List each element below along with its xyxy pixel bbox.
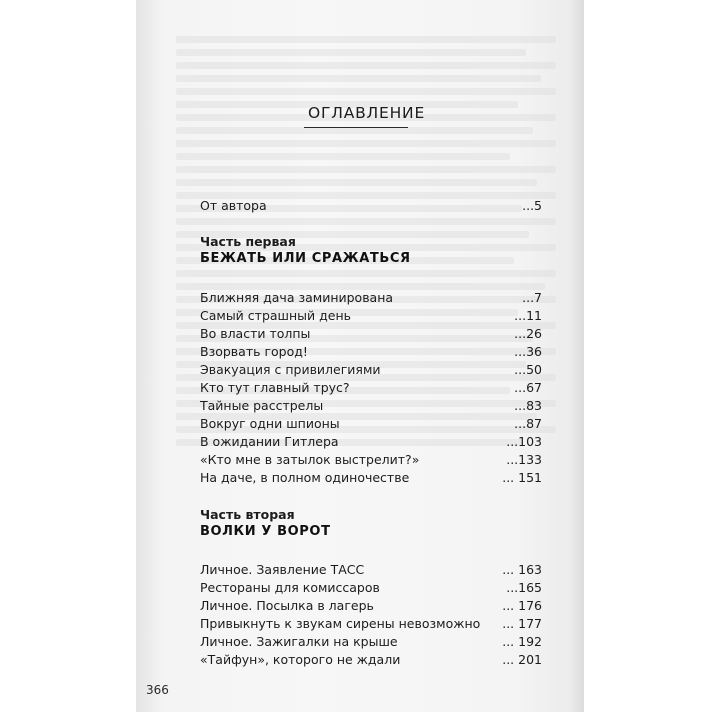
toc-entry-page: ...67 xyxy=(514,380,542,395)
toc-entry-title: Личное. Посылка в лагерь xyxy=(200,598,374,613)
part-1-label: Часть первая xyxy=(200,234,296,249)
toc-entry-title: «Тайфун», которого не ждали xyxy=(200,652,401,667)
toc-entry-title: Кто тут главный трус? xyxy=(200,380,350,395)
toc-entry-title: Во власти толпы xyxy=(200,326,311,341)
toc-entry[interactable] xyxy=(200,397,542,415)
toc-entry[interactable] xyxy=(200,633,542,651)
toc-entry[interactable] xyxy=(200,561,542,579)
toc-entry-page: ... 163 xyxy=(502,562,542,577)
toc-entry[interactable] xyxy=(200,415,542,433)
toc-entry-title: «Кто мне в затылок выстрелит?» xyxy=(200,452,420,467)
toc-entry-page: ...103 xyxy=(506,434,542,449)
toc-entry-title: Эвакуация с привилегиями xyxy=(200,362,381,377)
toc-entry-page: ...26 xyxy=(514,326,542,341)
toc-entry[interactable] xyxy=(200,615,542,633)
toc-entry[interactable] xyxy=(200,579,542,597)
title-underline xyxy=(304,127,408,128)
toc-entry-title: Ближняя дача заминирована xyxy=(200,290,394,305)
toc-entry[interactable] xyxy=(200,289,542,307)
toc-entry[interactable] xyxy=(200,469,542,487)
toc-entry-page: ...11 xyxy=(514,308,542,323)
part-2-title: ВОЛКИ У ВОРОТ xyxy=(200,524,331,539)
toc-entry-page: ... 176 xyxy=(502,598,542,613)
toc-entry-page: ...87 xyxy=(514,416,542,431)
toc-entry-title: Личное. Заявление ТАСС xyxy=(200,562,365,577)
toc-entry-page: ... 177 xyxy=(502,616,542,631)
toc-entry-title: На даче, в полном одиночестве xyxy=(200,470,410,485)
toc-entry-title: Взорвать город! xyxy=(200,344,308,359)
toc-entry-title: От автора xyxy=(200,198,267,213)
toc-entry-page: ...50 xyxy=(514,362,542,377)
toc-entry[interactable] xyxy=(200,361,542,379)
toc-entry-title: Самый страшный день xyxy=(200,308,351,323)
toc-entry-title: В ожидании Гитлера xyxy=(200,434,339,449)
toc-entry-page: ...5 xyxy=(522,198,542,213)
page-number: 366 xyxy=(146,683,169,697)
toc-entry-page: ... 192 xyxy=(502,634,542,649)
toc-entry-page: ...165 xyxy=(506,580,542,595)
toc-entry-page: ... 151 xyxy=(502,470,542,485)
toc-entry[interactable] xyxy=(200,433,542,451)
toc-entry[interactable] xyxy=(200,597,542,615)
toc-entry-title: Привыкнуть к звукам сирены невозможно xyxy=(200,616,481,631)
toc-entry-page: ...133 xyxy=(506,452,542,467)
part-1-title: БЕЖАТЬ ИЛИ СРАЖАТЬСЯ xyxy=(200,251,411,266)
book-page xyxy=(136,0,584,712)
toc-entry[interactable] xyxy=(200,379,542,397)
toc-entry-title: Вокруг одни шпионы xyxy=(200,416,340,431)
toc-entry-title: Рестораны для комиссаров xyxy=(200,580,380,595)
toc-entry-page: ...36 xyxy=(514,344,542,359)
toc-entry-page: ...7 xyxy=(522,290,542,305)
part-2-label: Часть вторая xyxy=(200,507,295,522)
toc-entry-page: ... 201 xyxy=(502,652,542,667)
toc-entry[interactable] xyxy=(200,343,542,361)
toc-entry[interactable] xyxy=(200,325,542,343)
toc-entry-page: ...83 xyxy=(514,398,542,413)
toc-entry-intro[interactable] xyxy=(200,197,542,215)
toc-entry-title: Тайные расстрелы xyxy=(200,398,324,413)
toc-entry[interactable] xyxy=(200,651,542,669)
toc-entry-title: Личное. Зажигалки на крыше xyxy=(200,634,398,649)
toc-entry[interactable] xyxy=(200,451,542,469)
toc-entry[interactable] xyxy=(200,307,542,325)
toc-title: ОГЛАВЛЕНИЕ xyxy=(308,104,426,122)
